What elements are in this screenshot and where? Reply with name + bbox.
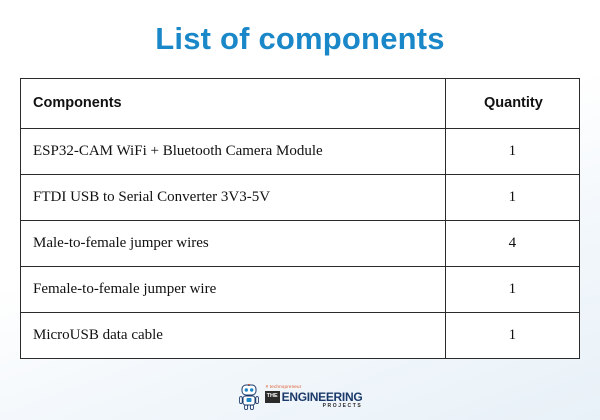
- column-header-quantity: Quantity: [445, 79, 579, 129]
- cell-component-quantity: 1: [445, 313, 579, 359]
- cell-component-name: Male-to-female jumper wires: [21, 221, 446, 267]
- components-table: [20, 78, 580, 359]
- table-row: [21, 175, 580, 221]
- table-body: [21, 129, 580, 359]
- cell-component-quantity: 1: [445, 129, 579, 175]
- cell-component-name: FTDI USB to Serial Converter 3V3-5V: [21, 175, 446, 221]
- logo-the: THE: [265, 391, 280, 403]
- logo-projects: PROJECTS: [322, 402, 363, 409]
- logo-engineering: ENGINEERING: [281, 389, 363, 404]
- cell-component-name: Female-to-female jumper wire: [21, 267, 446, 313]
- page-title: List of components: [155, 21, 445, 56]
- cell-component-name: MicroUSB data cable: [21, 313, 446, 359]
- footer-logo: [0, 384, 600, 410]
- cell-component-quantity: 4: [445, 221, 579, 267]
- table-row: [21, 221, 580, 267]
- table-row: [21, 129, 580, 175]
- table-row: [21, 313, 580, 359]
- table-row: [21, 267, 580, 313]
- logo-main-line: [265, 391, 363, 403]
- cell-component-name: ESP32-CAM WiFi + Bluetooth Camera Module: [21, 129, 446, 175]
- logo-tagline: # technopreneur: [265, 384, 302, 390]
- column-header-components: Components: [21, 79, 446, 129]
- logo-wordmark: [265, 385, 363, 409]
- cell-component-quantity: 1: [445, 175, 579, 221]
- components-table-container: [20, 78, 580, 359]
- robot-mascot-icon: [238, 384, 260, 410]
- table-header: [21, 79, 580, 129]
- table-header-row: [21, 79, 580, 129]
- cell-component-quantity: 1: [445, 267, 579, 313]
